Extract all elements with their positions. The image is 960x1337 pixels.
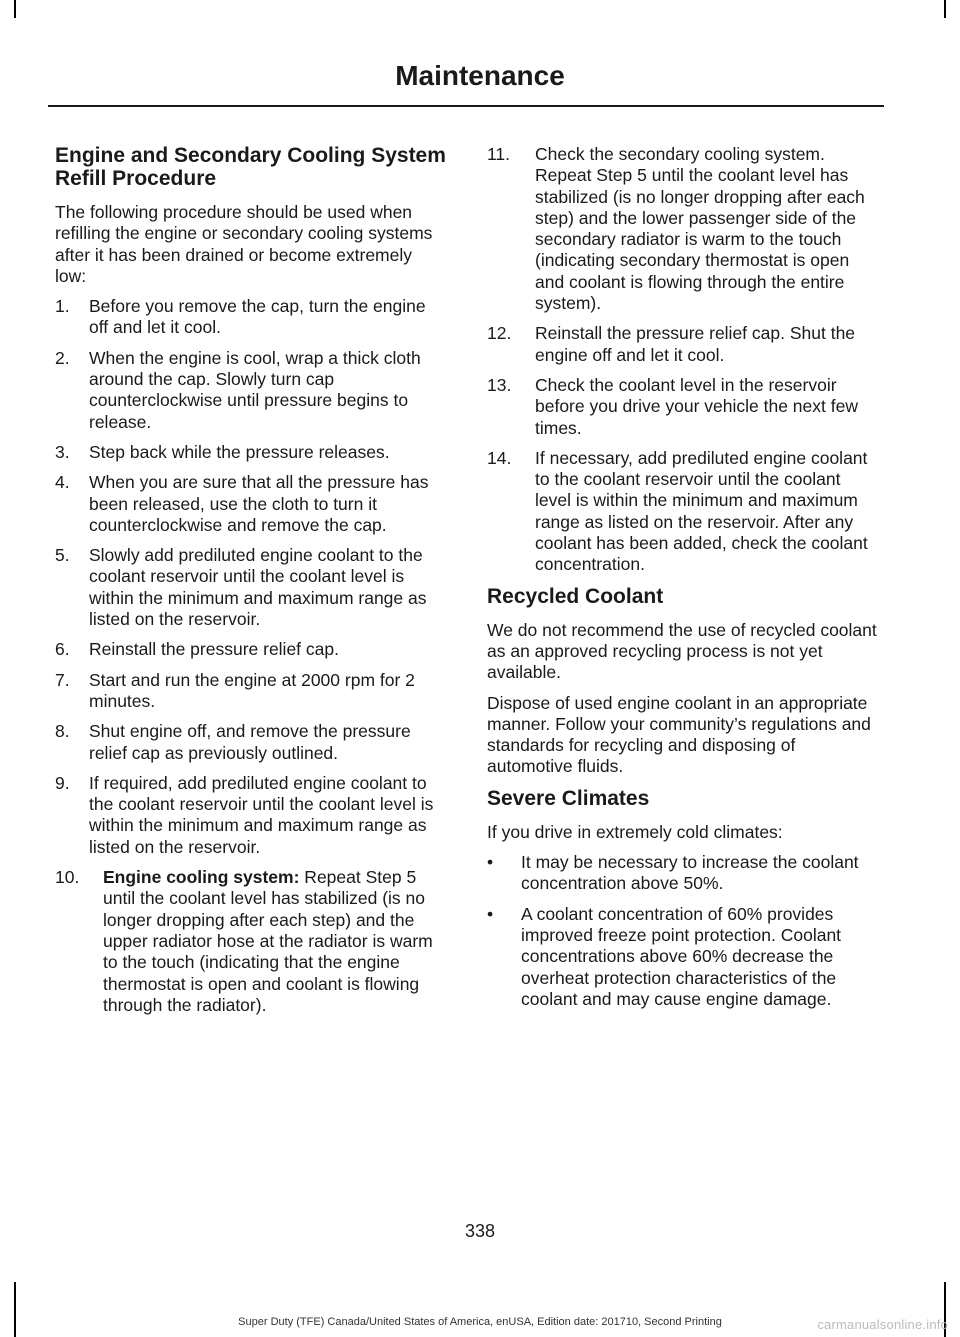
step-number: 12. [487,323,512,344]
step-text: Before you remove the cap, turn the engine off and let it cool. [89,296,426,338]
step-text: When you are sure that all the pressure has been released, use the cloth to turn it counterclockwise and remove the cap. [89,472,429,535]
watermark: carmanualsonline.info [817,1317,948,1332]
step-number: 4. [55,472,70,493]
step-number: 9. [55,772,70,793]
list-item [55,348,447,433]
refill-intro: The following procedure should be used when refilling the engine or secondary cooling systems after it has been drained or become extremely low: [55,202,433,286]
severe-intro: If you drive in extremely cold climates: [487,821,783,842]
step-number: 11. [487,144,511,164]
list-item [487,323,881,366]
list-item [55,545,447,630]
recycled-paragraph-2: Dispose of used engine coolant in an appropriate manner. Follow your community’s regulations and standards for recycling and disposing of automotive fluids. [487,692,871,777]
step-number: 2. [55,347,70,368]
bullet-icon: • [487,852,494,873]
step-number: 10. [55,867,80,888]
step-number: 13. [487,374,512,395]
right-column [487,144,881,1019]
severe-climates-heading: Severe Climates [487,786,650,810]
step-text: Check the secondary cooling system. Repeat Step 5 until the coolant level has stabilized (is no longer dropping after each step) and the lower passenger side of the secondary radiator is warm to the touch (indicating secondary thermostat is open and coolant is flowing through the entire system). [535,144,865,314]
step-text: Shut engine off, and remove the pressure relief cap as previously outlined. [89,721,411,763]
step-text: Slowly add prediluted engine coolant to the coolant reservoir until the coolant level is within the minimum and maximum range as listed on the reservoir. [89,545,427,630]
bullet-text: A coolant concentration of 60% provides improved freeze point protection. Coolant concentrations above 60% decrease the overheat protection characteristics of the coolant and may cause engine damage. [521,903,842,1009]
crop-mark-bottom-left [14,1282,16,1337]
list-item [55,773,447,858]
list-item [487,448,881,576]
refill-procedure-heading: Engine and Secondary Cooling System Refill Procedure [55,144,446,190]
step-number: 8. [55,721,70,742]
list-item [55,296,447,339]
step-text: Step back while the pressure releases. [89,441,390,462]
step-text: When the engine is cool, wrap a thick cloth around the cap. Slowly turn cap counterclockwise until pressure begins to release. [89,347,421,432]
step-body: Repeat Step 5 until the coolant level has stabilized (is no longer dropping after each step) and the upper radiator hose at the radiator is warm to the touch (indicating that the engine thermostat is open and coolant is flowing through the radiator). [103,867,433,1015]
header-rule [48,105,884,107]
step-text: Start and run the engine at 2000 rpm for 2 minutes. [89,669,415,711]
step-text: Reinstall the pressure relief cap. Shut the engine off and let it cool. [535,323,856,365]
step-text: If required, add prediluted engine coolant to the coolant reservoir until the coolant level is within the minimum and maximum range as listed on the reservoir. [89,772,434,857]
step-bold-label: Engine cooling system: [103,867,300,888]
footer-edition-info: Super Duty (TFE) Canada/United States of America, enUSA, Edition date: 201710, Second Printing [238,1316,722,1328]
list-item [487,144,881,314]
bullet-icon: • [487,903,494,924]
page-number: 338 [464,1221,496,1241]
crop-mark-top-right [944,0,946,18]
step-text: Check the coolant level in the reservoir before you drive your vehicle the next few times. [535,374,858,438]
recycled-paragraph-1: We do not recommend the use of recycled coolant as an approved recycling process is not yet available. [487,619,877,683]
step-text [103,867,447,1016]
step-number: 6. [55,639,70,660]
step-number: 7. [55,669,70,690]
step-number: 5. [55,545,70,566]
list-item [55,721,447,764]
step-number: 14. [487,447,512,468]
bullet-text: It may be necessary to increase the coolant concentration above 50%. [521,852,859,894]
step-number: 3. [55,441,70,462]
recycled-coolant-heading: Recycled Coolant [487,584,664,608]
list-item [55,670,447,713]
list-item [55,442,447,463]
list-item [55,639,447,660]
list-item [487,904,881,1010]
list-item [55,472,447,536]
list-item [487,375,881,439]
step-text: If necessary, add prediluted engine coolant to the coolant reservoir until the coolant level is within the minimum and maximum range as listed on the reservoir. After any coolant has been added, check the coolant concentration. [535,447,868,575]
list-item [55,867,447,1016]
step-number: 1. [55,296,70,317]
page-title: Maintenance [395,60,565,91]
crop-mark-top-left [14,0,16,18]
step-text: Reinstall the pressure relief cap. [89,639,339,660]
left-column [55,144,447,1025]
list-item [487,852,881,895]
